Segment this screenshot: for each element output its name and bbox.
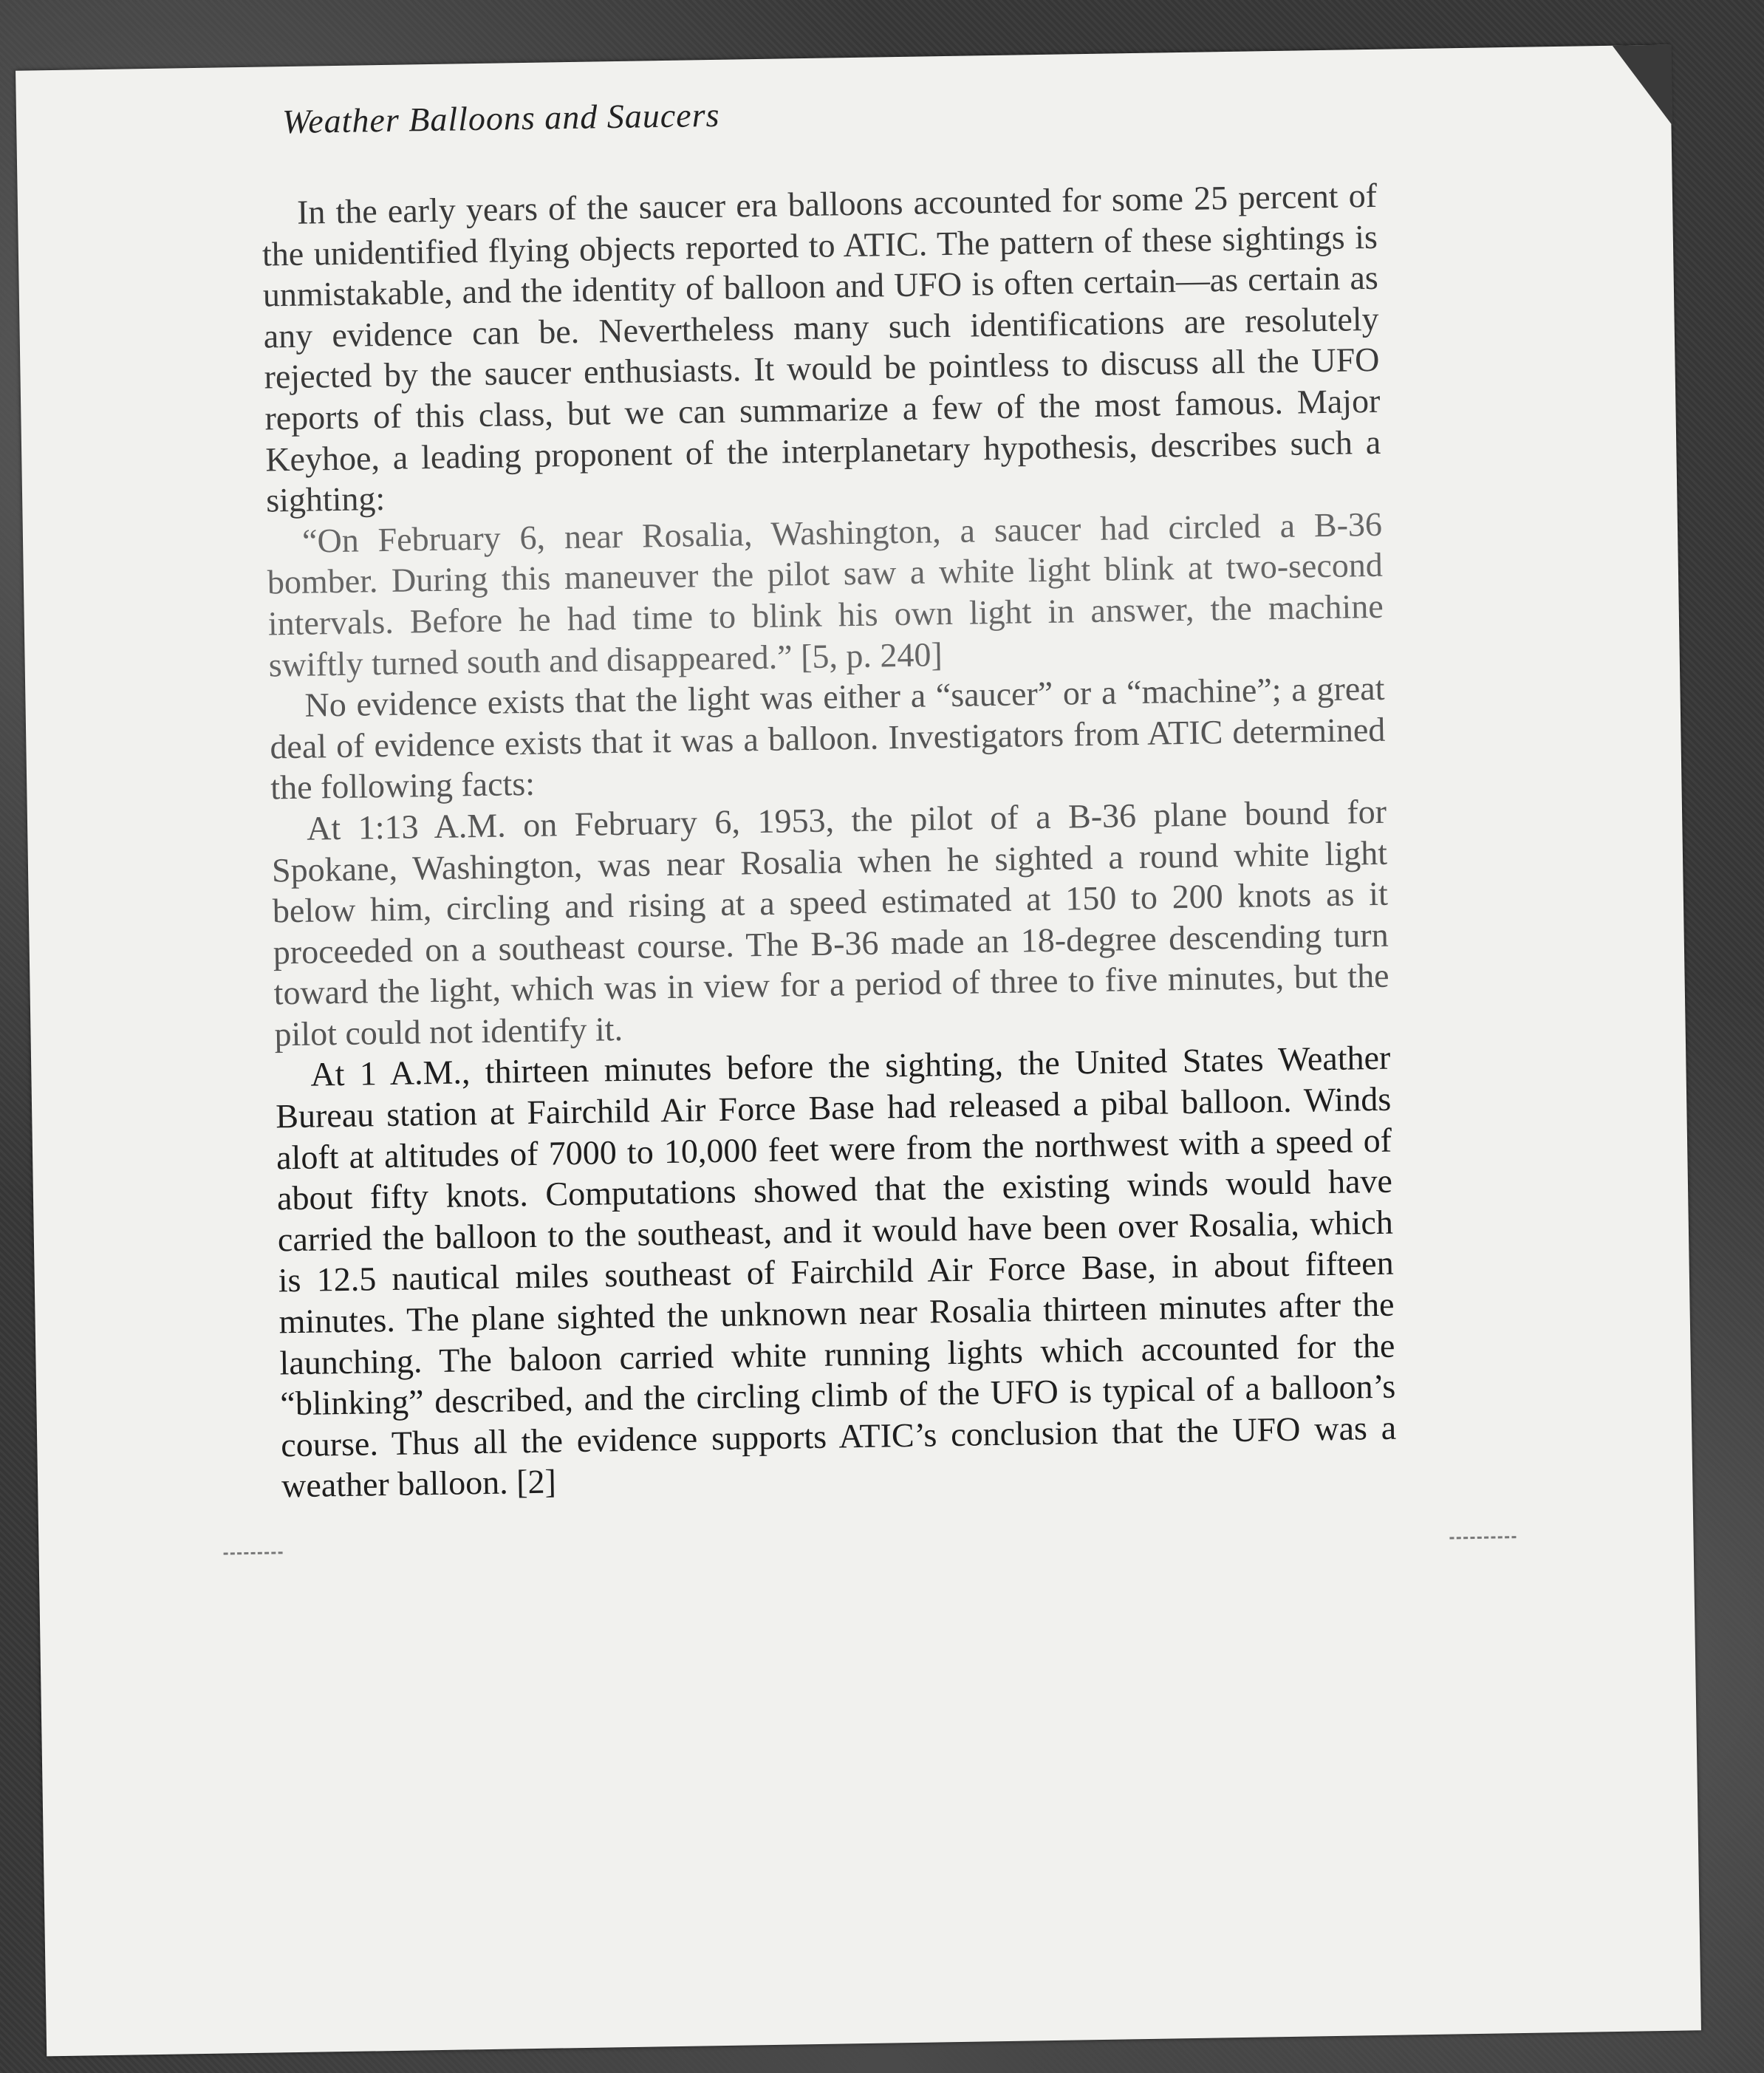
margin-dash-right xyxy=(1449,1536,1516,1539)
body-text xyxy=(261,175,1398,1506)
paragraph-keyhoe-quote: “On February 6, near Rosalia, Washington, a saucer had circled a B-36 bomber. During this maneuver the pilot saw a white light blink at two-second intervals. Before he had time to blink his own light in answer, the machine swiftly turned south and disappeared.” [5, p. 240] xyxy=(267,505,1384,684)
paragraph-evidence: No evidence exists that the light was either a “saucer” or a “machine”; a great deal of evidence exists that it was a balloon. Investigators from ATIC determined the following facts: xyxy=(270,669,1386,807)
torn-corner xyxy=(1613,45,1673,127)
paragraph-atic-facts: At 1:13 A.M. on February 6, 1953, the pilot of a B-36 plane bound for Spokane, Washington, was near Rosalia when he sighted a round white light below him, circling and rising at a speed estimated at 150 to 200 knots as it proceeded on a southeast course. The B-36 made an 18-degree descending turn toward the light, which was in view for a period of three to five minutes, but the pilot could not identify it. xyxy=(271,792,1389,1053)
paragraph-intro: In the early years of the saucer era balloons accounted for some 25 percent of the unidentified flying objects reported to ATIC. The pattern of these sightings is unmistakable, and the identity of balloon and UFO is often certain—as certain as any evidence can be. Nevertheless many such identifications are resolutely rejected by the saucer enthusiasts. It would be pointless to discuss all the UFO reports of this class, but we can summarize a few of the most famous. Major Keyhoe, a leading proponent of the interplanetary hypothesis, describes such a sighting: xyxy=(261,176,1381,519)
running-head: Weather Balloons and Saucers xyxy=(281,95,720,141)
margin-dash-left xyxy=(224,1551,283,1554)
paragraph-conclusion: At 1 A.M., thirteen minutes before the sighting, the United States Weather Bureau station at Fairchild Air Force Base had released a pibal balloon. Winds aloft at altitudes of 7000 to 10,000 feet were from the northwest with a speed of about fifty knots. Computations showed that the existing winds would have carried the balloon to the southeast, and it would have been over Rosalia, which is 12.5 nautical miles southeast of Fairchild Air Force Base, in about fifteen minutes. The plane sighted the unknown near Rosalia thirteen minutes after the launching. The baloon carried white running lights which accounted for the “blinking” described, and the circling climb of the UFO is typical of a balloon’s course. Thus all the evidence supports ATIC’s conclusion that the UFO was a weather balloon. [2] xyxy=(275,1039,1397,1505)
book-page xyxy=(16,45,1701,2057)
